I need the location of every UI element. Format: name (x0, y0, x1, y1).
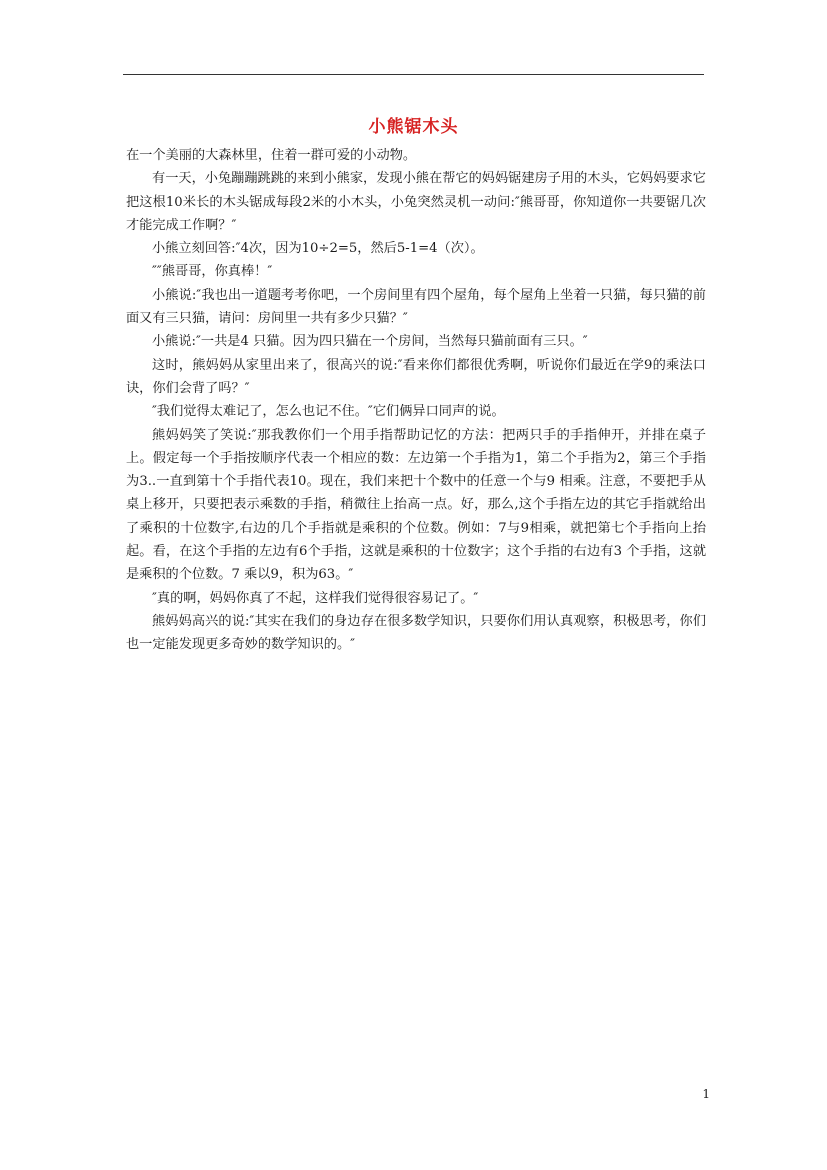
paragraph: 有一天，小兔蹦蹦跳跳的来到小熊家，发现小熊在帮它的妈妈锯建房子用的木头，它妈妈要求它把这根10米长的木头锯成每段2米的小木头，小兔突然灵机一动问:″熊哥哥，你知道你一共要锯几次才能完成工作啊？″ (126, 171, 706, 233)
paragraph: 小熊说:″一共是4 只猫。因为四只猫在一个房间，当然每只猫前面有三只。″ (152, 334, 588, 350)
paragraph: 小熊立刻回答:″4次，因为10÷2=5，然后5-1=4（次）。 (152, 241, 484, 257)
paragraph: 熊妈妈笑了笑说:″那我教你们一个用手指帮助记忆的方法：把两只手的手指伸开，并排在桌子上。假定每一个手指按顺序代表一个相应的数：左边第一个手指为1，第二个手指为2，第三个手指为3..一直到第十个手指代表10。现在，我们来把十个数中的任意一个与9 相乘。注意，不要把手从桌上移开，只要把表示乘数的手指，稍微往上抬高一点。好，那么,这个手指左边的其它手指就给出了乘积的十位数字,右边的几个手指就是乘积的个位数。例如：7与9相乘，就把第七个手指向上抬起。看，在这个手指的左边有6个手指，这就是乘积的十位数字；这个手指的右边有3 个手指，这就是乘积的个位数。7 乘以9，积为63。″ (126, 427, 706, 583)
paragraph: ″我们觉得太难记了，怎么也记不住。″它们俩异口同声的说。 (152, 404, 505, 420)
paragraph: 小熊说:″我也出一道题考考你吧，一个房间里有四个屋角，每个屋角上坐着一只猫，每只猫的前面又有三只猫，请问：房间里一共有多少只猫？″ (126, 287, 706, 327)
document-body (126, 144, 706, 657)
paragraph: 在一个美丽的大森林里，住着一群可爱的小动物。 (126, 148, 417, 163)
paragraph: 这时，熊妈妈从家里出来了，很高兴的说:″看来你们都很优秀啊，听说你们最近在学9的乘法口诀，你们会背了吗？″ (126, 357, 706, 396)
paragraph: ″″熊哥哥，你真棒！″ (152, 264, 273, 280)
page-number: 1 (702, 1087, 710, 1101)
document-title: 小熊锯木头 (368, 117, 459, 137)
header-rule (123, 74, 704, 75)
paragraph: ″真的啊，妈妈你真了不起，这样我们觉得很容易记了。″ (152, 590, 479, 606)
paragraph: 熊妈妈高兴的说:″其实在我们的身边存在很多数学知识，只要你们用认真观察，积极思考，你们也一定能发现更多奇妙的数学知识的。″ (126, 613, 706, 653)
